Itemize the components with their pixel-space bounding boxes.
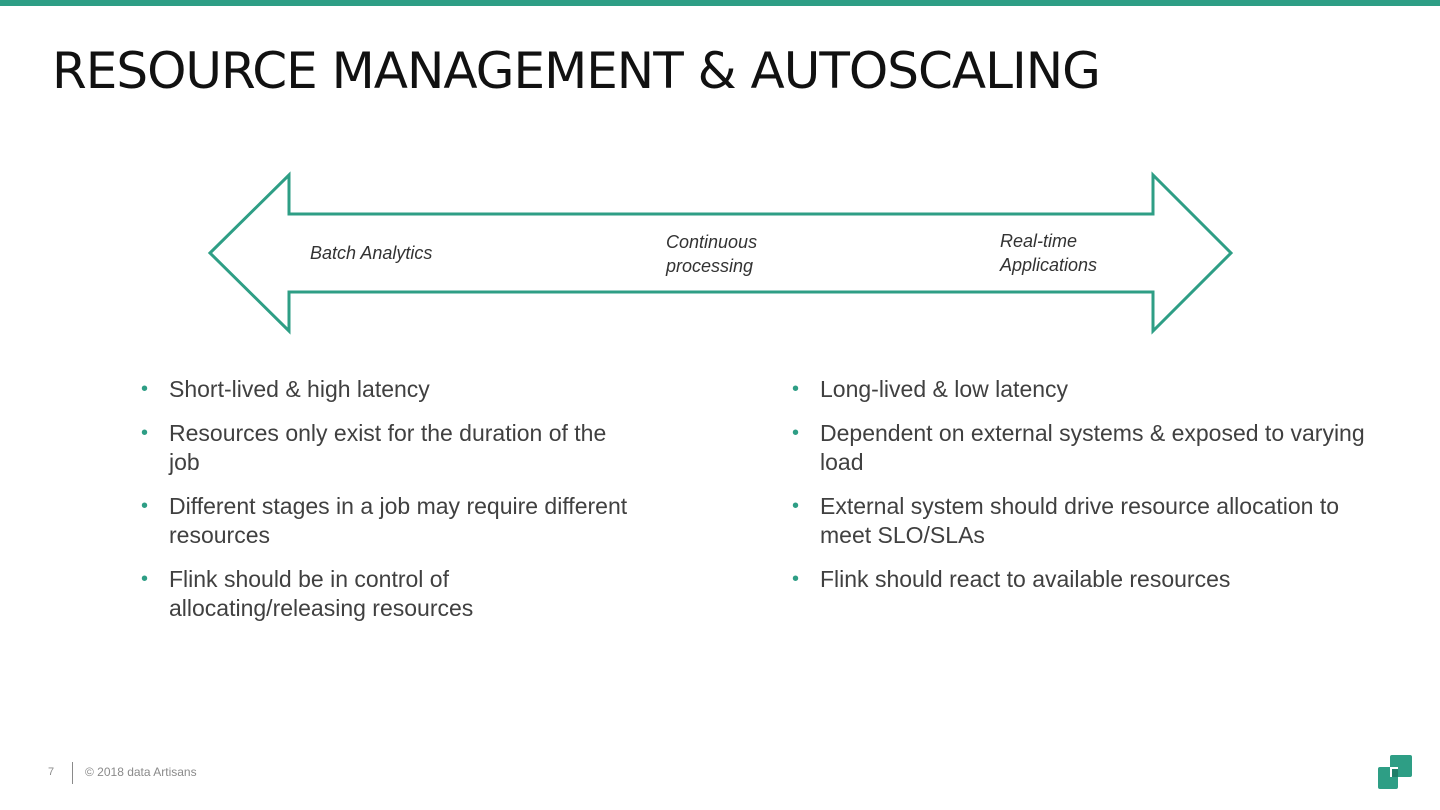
list-item: • Short-lived & high latency [141, 375, 641, 404]
spectrum-label-batch: Batch Analytics [310, 243, 433, 263]
data-artisans-logo-icon [1378, 755, 1412, 789]
copyright-text: © 2018 data Artisans [85, 765, 197, 779]
right-bullet-list [792, 375, 1382, 609]
list-item: • Flink should react to available resources [792, 565, 1382, 594]
list-item: • Flink should be in control of allocating/releasing resources [141, 565, 641, 623]
slide-title: RESOURCE MANAGEMENT & AUTOSCALING [52, 42, 1100, 100]
spectrum-label-realtime: Real-time Applications [1000, 231, 1098, 275]
list-item: • Different stages in a job may require different resources [141, 492, 641, 550]
footer-divider [72, 762, 73, 784]
list-item: • Resources only exist for the duration of the job [141, 419, 641, 477]
spectrum-label-continuous: Continuous processing [666, 232, 758, 276]
page-number: 7 [48, 766, 55, 778]
list-item: • Dependent on external systems & exposed to varying load [792, 419, 1382, 477]
left-bullet-list [141, 375, 641, 638]
list-item: • External system should drive resource allocation to meet SLO/SLAs [792, 492, 1382, 550]
list-item: • Long-lived & low latency [792, 375, 1382, 404]
